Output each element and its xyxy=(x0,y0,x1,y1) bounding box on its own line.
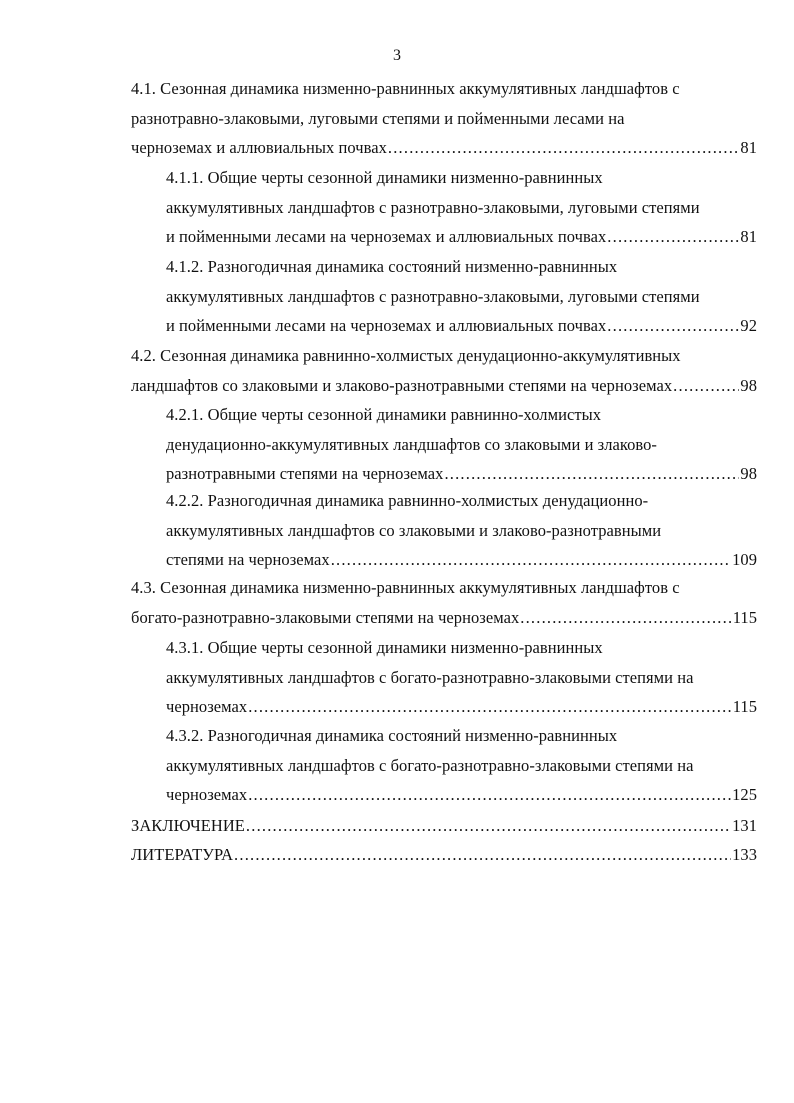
toc-page-number: 109 xyxy=(732,550,757,570)
toc-entry-text-line: 4.2.2. Разногодичная динамика равнинно-холмистых денудационно- xyxy=(166,491,649,510)
dot-leader xyxy=(331,545,731,575)
toc-entry-text-line: аккумулятивных ландшафтов с разнотравно-злаковыми, луговыми степями xyxy=(166,197,700,217)
toc-entry-text-line: 4.3. Сезонная динамика низменно-равнинных аккумулятивных ландшафтов с xyxy=(131,578,680,597)
toc-entry-4-3-1[interactable] xyxy=(166,633,757,722)
toc-entry-text-line: 4.3.2. Разногодичная динамика состояний низменно-равнинных xyxy=(166,726,618,745)
dot-leader xyxy=(248,692,732,722)
toc-entry-text-line: черноземах и аллювиальных почвах xyxy=(131,138,387,158)
toc-entry-4-1[interactable] xyxy=(131,74,757,163)
toc-entry-text-line: 4.1.1. Общие черты сезонной динамики низменно-равнинных xyxy=(166,168,603,187)
toc-entry-text-line: черноземах xyxy=(166,785,248,805)
toc-page-number: 115 xyxy=(732,697,757,717)
toc-entry-text-line: разнотравно-злаковыми, луговыми степями и пойменными лесами на xyxy=(131,108,625,128)
dot-leader xyxy=(444,459,739,489)
toc-entry-text-line: аккумулятивных ландшафтов со злаковыми и злаково-разнотравными xyxy=(166,520,662,540)
toc-entry-4-3-2[interactable] xyxy=(166,721,757,810)
toc-entry-text-line: 4.2. Сезонная динамика равнинно-холмистых денудационно-аккумулятивных xyxy=(131,346,681,365)
toc-entry-text-line: 4.1.2. Разногодичная динамика состояний низменно-равнинных xyxy=(166,257,618,276)
toc-entry-text-line: 4.1. Сезонная динамика низменно-равнинных аккумулятивных ландшафтов с xyxy=(131,79,680,98)
toc-entry-text-line: разнотравными степями на черноземах xyxy=(166,464,444,484)
dot-leader xyxy=(234,840,731,870)
toc-entry-text-line: богато-разнотравно-злаковыми степями на черноземах xyxy=(131,607,520,627)
dot-leader xyxy=(607,222,739,252)
dot-leader xyxy=(607,311,739,341)
toc-entry-text-line: и пойменными лесами на черноземах и аллювиальных почвах xyxy=(166,227,607,247)
toc-entry-text-line: аккумулятивных ландшафтов с разнотравно-злаковыми, луговыми степями xyxy=(166,286,700,306)
toc-entry-4-3[interactable] xyxy=(131,573,757,632)
toc-entry-text-line: ЗАКЛЮЧЕНИЕ xyxy=(131,816,245,835)
toc-page-number: 115 xyxy=(732,607,757,627)
toc-entry-text-line: черноземах xyxy=(166,697,248,717)
toc-entry-text-line: 4.3.1. Общие черты сезонной динамики низменно-равнинных xyxy=(166,638,603,657)
toc-entry-text-line: денудационно-аккумулятивных ландшафтов со злаковыми и злаково- xyxy=(166,434,657,454)
toc-page-number: 133 xyxy=(732,845,757,864)
toc-page-number: 125 xyxy=(732,785,757,805)
toc-entry-text-line: 4.2.1. Общие черты сезонной динамики равнинно-холмистых xyxy=(166,405,602,424)
toc-entry-text-line: ландшафтов со злаковыми и злаково-разнотравными степями на черноземах xyxy=(131,375,673,395)
toc-entry-references[interactable] xyxy=(131,840,757,870)
toc-page-number: 81 xyxy=(740,227,757,247)
dot-leader xyxy=(246,811,731,841)
toc-entry-text-line: аккумулятивных ландшафтов с богато-разнотравно-злаковыми степями на xyxy=(166,667,694,687)
dot-leader xyxy=(248,780,731,810)
toc-entry-text-line: ЛИТЕРАТУРА xyxy=(131,845,234,864)
toc-page-number: 81 xyxy=(740,138,757,158)
toc-entry-text-line: степями на черноземах xyxy=(166,550,330,570)
toc-entry-4-1-1[interactable] xyxy=(166,163,757,252)
toc-page-number: 92 xyxy=(740,316,757,336)
toc-page-number: 98 xyxy=(740,464,757,484)
page-number: 3 xyxy=(393,47,401,64)
dot-leader xyxy=(388,133,740,163)
toc-entry-4-2-1[interactable] xyxy=(166,400,757,489)
dot-leader xyxy=(520,603,731,633)
toc-entry-4-1-2[interactable] xyxy=(166,252,757,341)
toc-entry-4-2-2[interactable] xyxy=(166,486,757,575)
dot-leader xyxy=(673,371,739,401)
toc-page-number: 98 xyxy=(740,375,757,395)
toc-page-number: 131 xyxy=(732,816,757,835)
toc-entry-4-2[interactable] xyxy=(131,341,757,400)
toc-entry-text-line: аккумулятивных ландшафтов с богато-разнотравно-злаковыми степями на xyxy=(166,755,694,775)
toc-entry-text-line: и пойменными лесами на черноземах и аллювиальных почвах xyxy=(166,316,607,336)
toc-entry-conclusion[interactable] xyxy=(131,811,757,841)
